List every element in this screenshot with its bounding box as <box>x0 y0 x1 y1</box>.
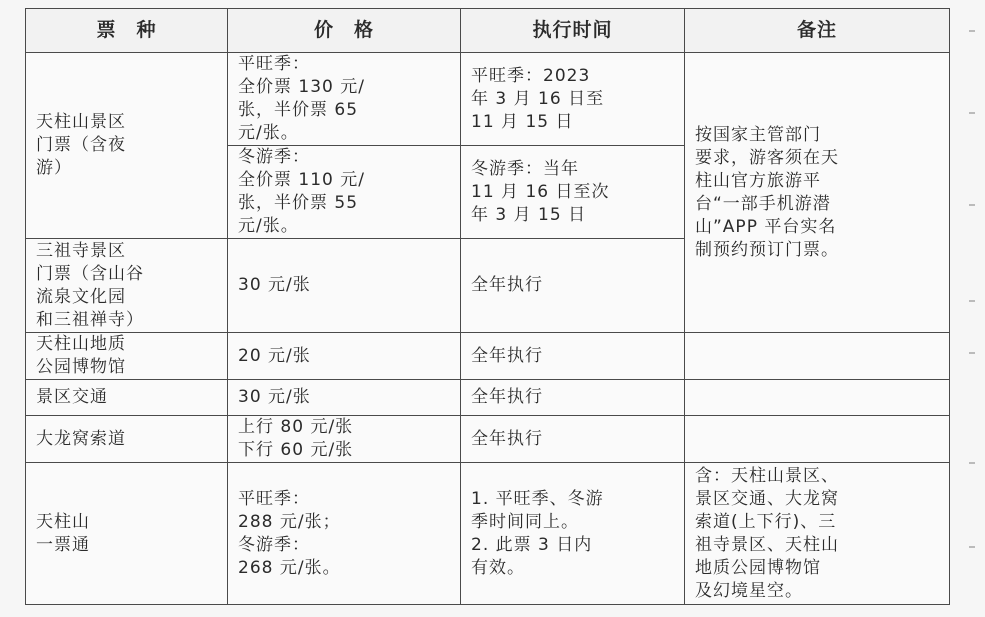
ticket-name-cell: 三祖寺景区 门票（含山谷 流泉文化园 和三祖禅寺） <box>26 239 228 333</box>
table-row <box>26 333 950 380</box>
remark-cell <box>685 416 950 463</box>
ticket-name-cell: 景区交通 <box>26 380 228 416</box>
remark-cell <box>685 380 950 416</box>
edge-tick <box>969 546 975 548</box>
edge-tick <box>969 300 975 302</box>
time-cell: 1. 平旺季、冬游 季时间同上。 2. 此票 3 日内 有效。 <box>461 463 685 605</box>
price-cell: 30 元/张 <box>228 380 461 416</box>
ticket-name-cell: 天柱山景区 门票（含夜 游） <box>26 53 228 239</box>
edge-tick <box>969 204 975 206</box>
ticket-price-table <box>25 8 950 605</box>
edge-tick <box>969 30 975 32</box>
time-cell: 平旺季：2023 年 3 月 16 日至 11 月 15 日 <box>461 53 685 146</box>
price-cell: 平旺季： 全价票 130 元/ 张，半价票 65 元/张。 <box>228 53 461 146</box>
header-effective-time: 执行时间 <box>461 9 685 53</box>
price-cell: 20 元/张 <box>228 333 461 380</box>
time-cell: 全年执行 <box>461 380 685 416</box>
price-cell: 冬游季： 全价票 110 元/ 张，半价票 55 元/张。 <box>228 146 461 239</box>
time-cell: 全年执行 <box>461 239 685 333</box>
table-row <box>26 53 950 146</box>
page-edge-marks <box>955 0 985 617</box>
ticket-name-cell: 天柱山地质 公园博物馆 <box>26 333 228 380</box>
header-ticket-type: 票 种 <box>26 9 228 53</box>
edge-tick <box>969 112 975 114</box>
time-cell: 全年执行 <box>461 333 685 380</box>
header-price: 价 格 <box>228 9 461 53</box>
price-cell: 上行 80 元/张 下行 60 元/张 <box>228 416 461 463</box>
ticket-name-cell: 天柱山 一票通 <box>26 463 228 605</box>
remark-cell <box>685 333 950 380</box>
price-cell: 平旺季： 288 元/张； 冬游季： 268 元/张。 <box>228 463 461 605</box>
remark-cell: 含：天柱山景区、 景区交通、大龙窝 索道(上下行)、三 祖寺景区、天柱山 地质公园博物馆 及幻境星空。 <box>685 463 950 605</box>
edge-tick <box>969 352 975 354</box>
remark-cell: 按国家主管部门 要求，游客须在天 柱山官方旅游平 台“一部手机游潜 山”APP 平台实名 制预约预订门票。 <box>685 53 950 333</box>
header-row <box>26 9 950 53</box>
table-row <box>26 463 950 605</box>
header-remarks: 备注 <box>685 9 950 53</box>
edge-tick <box>969 462 975 464</box>
ticket-name-cell: 大龙窝索道 <box>26 416 228 463</box>
table-row <box>26 380 950 416</box>
price-cell: 30 元/张 <box>228 239 461 333</box>
time-cell: 冬游季：当年 11 月 16 日至次 年 3 月 15 日 <box>461 146 685 239</box>
time-cell: 全年执行 <box>461 416 685 463</box>
table-row <box>26 416 950 463</box>
